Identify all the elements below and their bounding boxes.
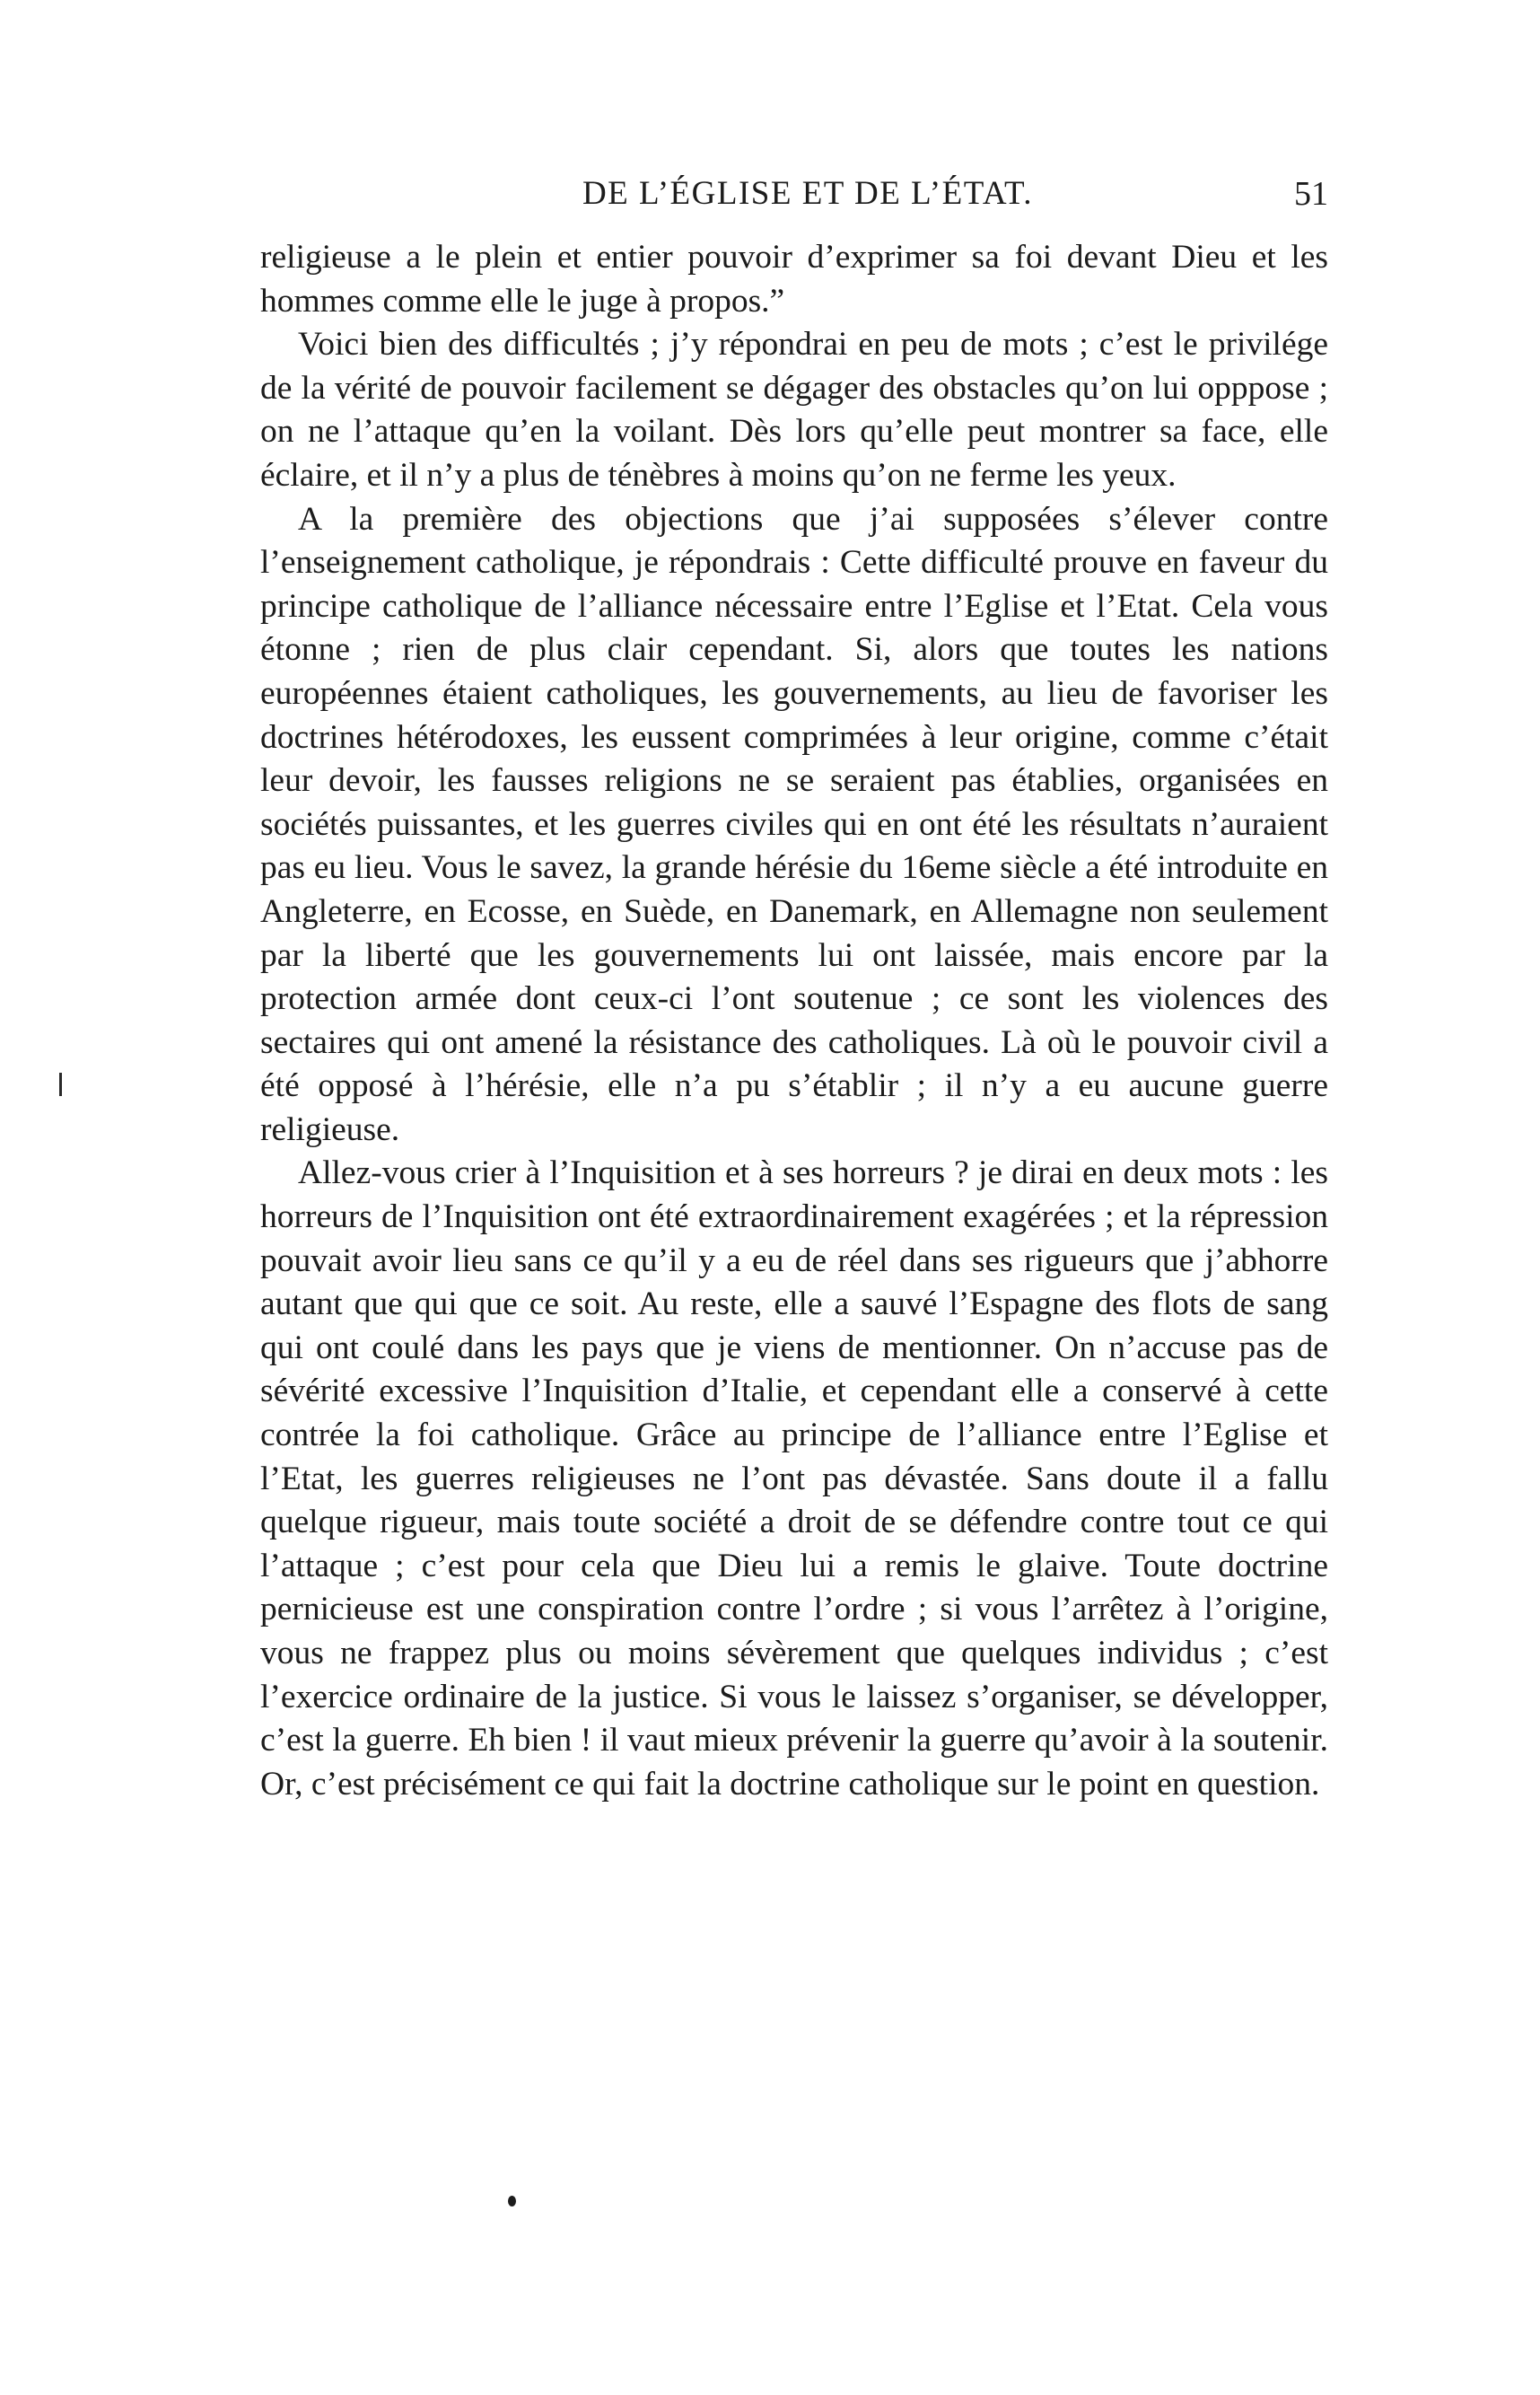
page-number: 51 <box>1294 175 1328 213</box>
paragraph-difficulties: Voici bien des difficultés ; j’y répondrai en peu de mots ; c’est le privilége de la vérité de pouvoir facilement se dégager des obstacles qu’on lui opppose ; on ne l’attaque qu’en la voilant. Dès lors qu’elle peut montrer sa face, elle éclaire, et il n’y a plus de ténèbres à moins qu’on ne ferme les yeux. <box>260 326 1328 494</box>
running-head <box>260 167 1328 221</box>
paragraph-continuation: religieuse a le plein et entier pouvoir d’exprimer sa foi devant Dieu et les hommes comme elle le juge à propos.” <box>260 239 1328 320</box>
paragraph-inquisition: Allez-vous crier à l’Inquisition et à ses horreurs ? je dirai en deux mots : les horreurs de l’Inquisition ont été extraordinairement exagérées ; et la répression pouvait avoir lieu sans ce qu’il y a eu de réel dans ses rigueurs que j’abhorre autant que qui que ce soit. Au reste, elle a sauvé l’Espagne des flots de sang qui ont coulé dans les pays que je viens de mentionner. On n’accuse pas de sévérité excessive l’Inquisition d’Italie, et cependant elle a conservé à cette contrée la foi catholique. Grâce au principe de l’alliance entre l’Eglise et l’Etat, les guerres religieuses ne l’ont pas dévastée. Sans doute il a fallu quelque rigueur, mais toute société a droit de se défendre contre tout ce qui l’attaque ; c’est pour cela que Dieu lui a remis le glaive. Toute doctrine pernicieuse est une conspiration contre l’ordre ; si vous l’arrêtez à l’origine, vous ne frappez plus ou moins sévèrement que quelques individus ; c’est l’exercice ordinaire de la justice. Si vous le laissez s’organiser, se développer, c’est la guerre. Eh bien ! il vaut mieux prévenir la guerre qu’avoir à la soutenir. Or, c’est précisément ce qui fait la doctrine catholique sur le point en question. <box>260 1154 1328 1803</box>
margin-mark <box>59 1073 62 1096</box>
ink-dot <box>508 2196 516 2206</box>
paragraph-first-objection: A la première des objections que j’ai supposées s’élever contre l’enseignement catholique, je répondrais : Cette difficulté prouve en faveur du principe catholique de l’alliance nécessaire entre l’Eglise et l’Etat. Cela vous étonne ; rien de plus clair cependant. Si, alors que toutes les nations européennes étaient catholiques, les gouvernements, au lieu de favoriser les doctrines hétérodoxes, les eussent comprimées à leur origine, comme c’était leur devoir, les fausses religions ne se seraient pas établies, organisées en sociétés puissantes, et les guerres civiles qui en ont été les résultats n’auraient pas eu lieu. Vous le savez, la grande hérésie du 16eme siècle a été introduite en Angleterre, en Ecosse, en Suède, en Danemark, en Allemagne non seulement par la liberté que les gouvernements lui ont laissée, mais encore par la protection armée dont ceux-ci l’ont soutenue ; ce sont les violences des sectaires qui ont amené la résistance des catholiques. Là où le pouvoir civil a été opposé à l’hérésie, elle n’a pu s’établir ; il n’y a eu aucune guerre religieuse. <box>260 500 1328 1148</box>
running-title: DE L’ÉGLISE ET DE L’ÉTAT. <box>582 175 1034 212</box>
body-text <box>260 236 1328 1806</box>
